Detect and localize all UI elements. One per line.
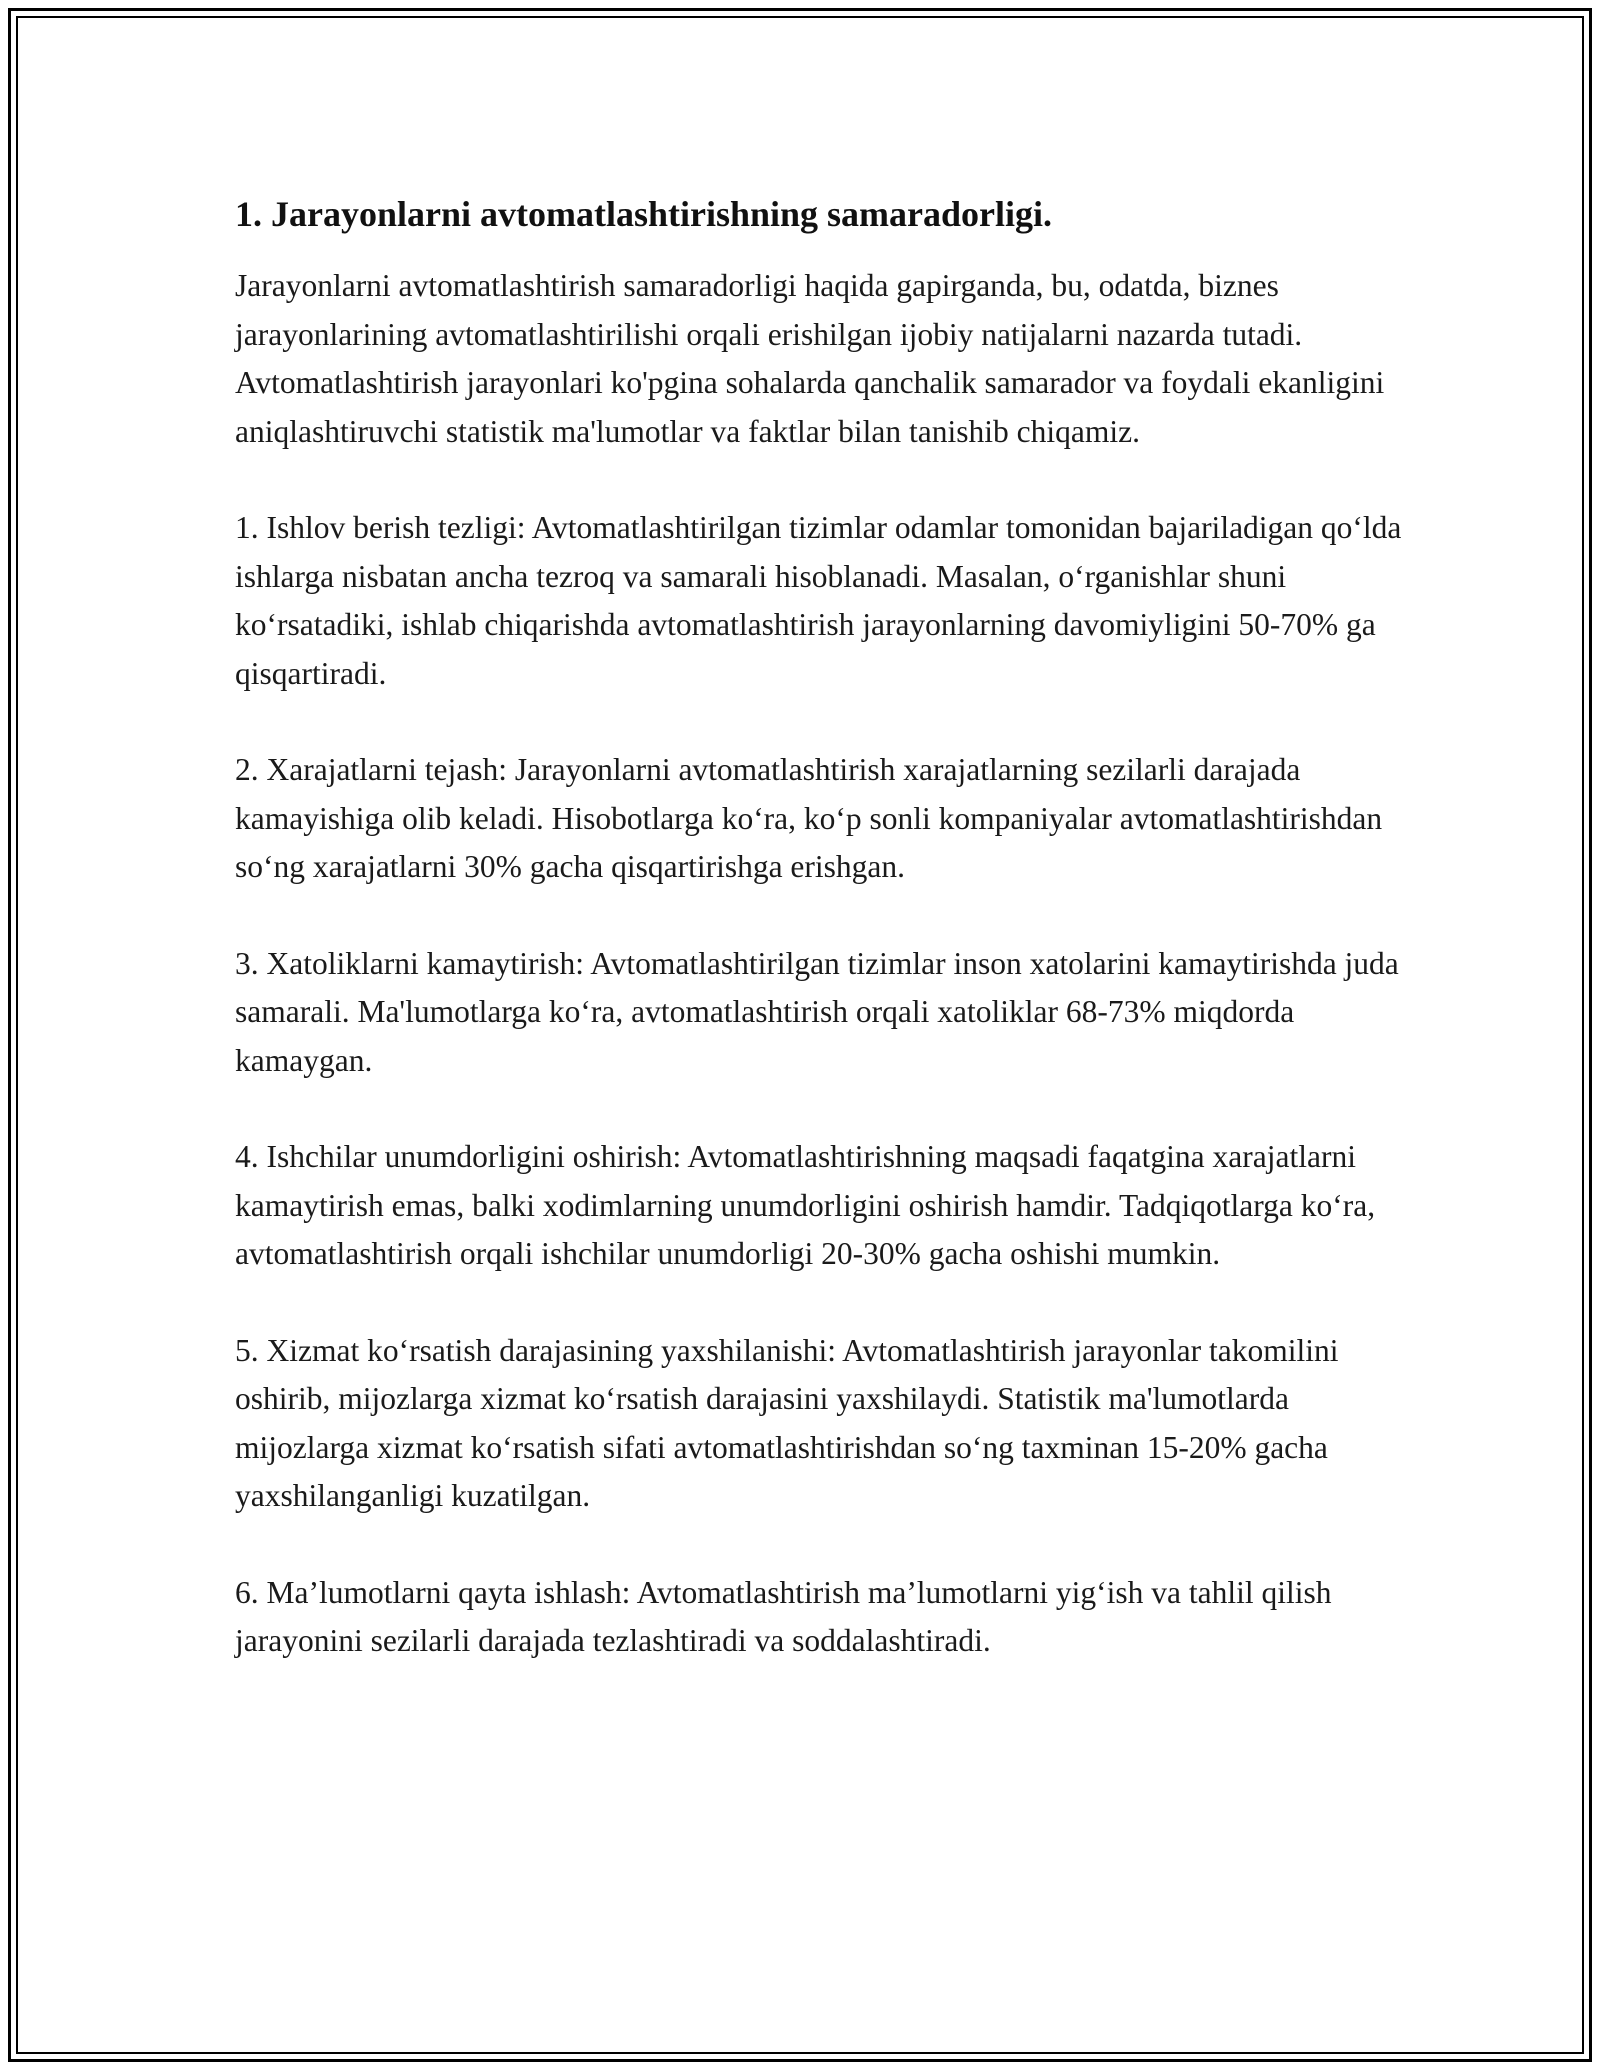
point-cost-saving: 2. Xarajatlarni tejash: Jarayonlarni avtomatlashtirish xarajatlarning sezilarli darajada kamayishiga olib keladi. Hisobotlarga ko‘ra, ko‘p sonli kompaniyalar avtomatlashtirishdan so‘ng xarajatlarni 30% gacha qisqartirishga erishgan. [235, 752, 1383, 884]
document-page [235, 188, 1415, 1714]
point-service-quality: 5. Xizmat ko‘rsatish darajasining yaxshilanishi: Avtomatlashtirish jarayonlar takomilini oshirib, mijozlarga xizmat ko‘rsatish darajasini yaxshilaydi. Statistik ma'lumotlarda mijozlarga xizmat ko‘rsatish sifati avtomatlashtirishdan so‘ng taxminan 15-20% gacha yaxshilanganligi kuzatilgan. [235, 1332, 1339, 1513]
intro-paragraph: Jarayonlarni avtomatlashtirish samaradorligi haqida gapirganda, bu, odatda, biznes jarayonlarining avtomatlashtirilishi orqali erishilgan ijobiy natijalarni nazarda tutadi. Avtomatlashtirish jarayonlari ko'pgina sohalarda qanchalik samarador va foydali ekanligini aniqlashtiruvchi statistik ma'lumotlar va faktlar bilan tanishib chiqamiz. [235, 268, 1385, 449]
point-processing-speed: 1. Ishlov berish tezligi: Avtomatlashtirilgan tizimlar odamlar tomonidan bajariladigan qo‘lda ishlarga nisbatan ancha tezroq va samarali hisoblanadi. Masalan, o‘rganishlar shuni ko‘rsatadiki, ishlab chiqarishda avtomatlashtirish jarayonlarning davomiyligini 50-70% ga qisqartiradi. [235, 510, 1402, 691]
document-title: 1. Jarayonlarni avtomatlashtirishning samaradorligi. [235, 194, 1053, 234]
point-worker-productivity: 4. Ishchilar unumdorligini oshirish: Avtomatlashtirishning maqsadi faqatgina xarajatlarni kamaytirish emas, balki xodimlarning unumdorligini oshirish hamdir. Tadqiqotlarga ko‘ra, avtomatlashtirish orqali ishchilar unumdorligi 20-30% gacha oshishi mumkin. [235, 1139, 1376, 1271]
point-error-reduction: 3. Xatoliklarni kamaytirish: Avtomatlashtirilgan tizimlar inson xatolarini kamaytirishda juda samarali. Ma'lumotlarga ko‘ra, avtomatlashtirish orqali xatoliklar 68-73% miqdorda kamaygan. [235, 945, 1399, 1078]
point-data-processing: 6. Ma’lumotlarni qayta ishlash: Avtomatlashtirish ma’lumotlarni yig‘ish va tahlil qilish jarayonini sezilarli darajada tezlashtiradi va soddalashtiradi. [235, 1574, 1332, 1658]
